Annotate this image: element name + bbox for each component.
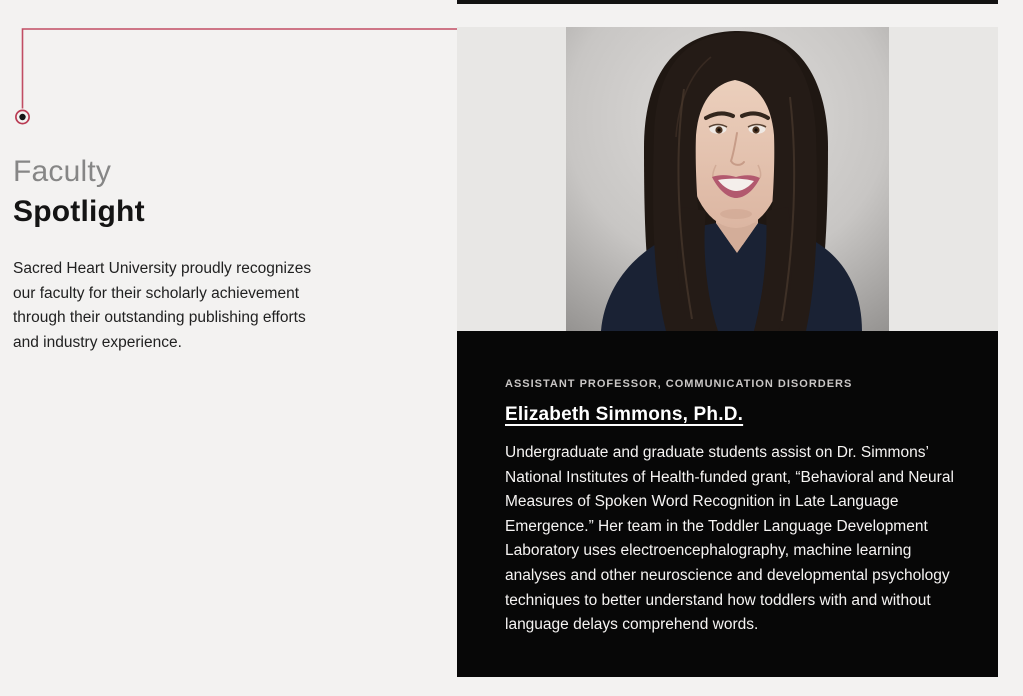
faculty-bio-text: Undergraduate and graduate students assist on Dr. Simmons’ National Institutes of Health-funded grant, “Behavioral and Neural Measures of Spoken Word Recognition in Late Language Emergence.” Her team in the Toddler Language Development Laboratory uses electroencephalography, machine learning analyses and other neuroscience and developmental psychology techniques to better understand how toddlers with and without language delays comprehend words. [505,444,954,634]
card-top-bar [457,0,998,4]
faculty-role-eyebrow: ASSISTANT PROFESSOR, COMMUNICATION DISORDERS [505,378,853,390]
bullseye-dot-icon [16,110,29,123]
section-title [13,152,343,232]
faculty-info-panel [457,331,998,677]
portrait-photo [566,27,889,331]
intro-column [13,152,343,356]
connector-line-ornament [0,0,470,140]
faculty-name-link[interactable]: Elizabeth Simmons, Ph.D. [505,404,744,425]
section-title-light: Faculty [13,155,112,188]
portrait-photo-area [457,27,998,331]
faculty-spotlight-card [457,27,998,677]
section-description: Sacred Heart University proudly recognizes our faculty for their scholarly achievement through their outstanding publishing efforts and industry experience. [13,260,312,352]
section-title-bold: Spotlight [13,195,145,228]
